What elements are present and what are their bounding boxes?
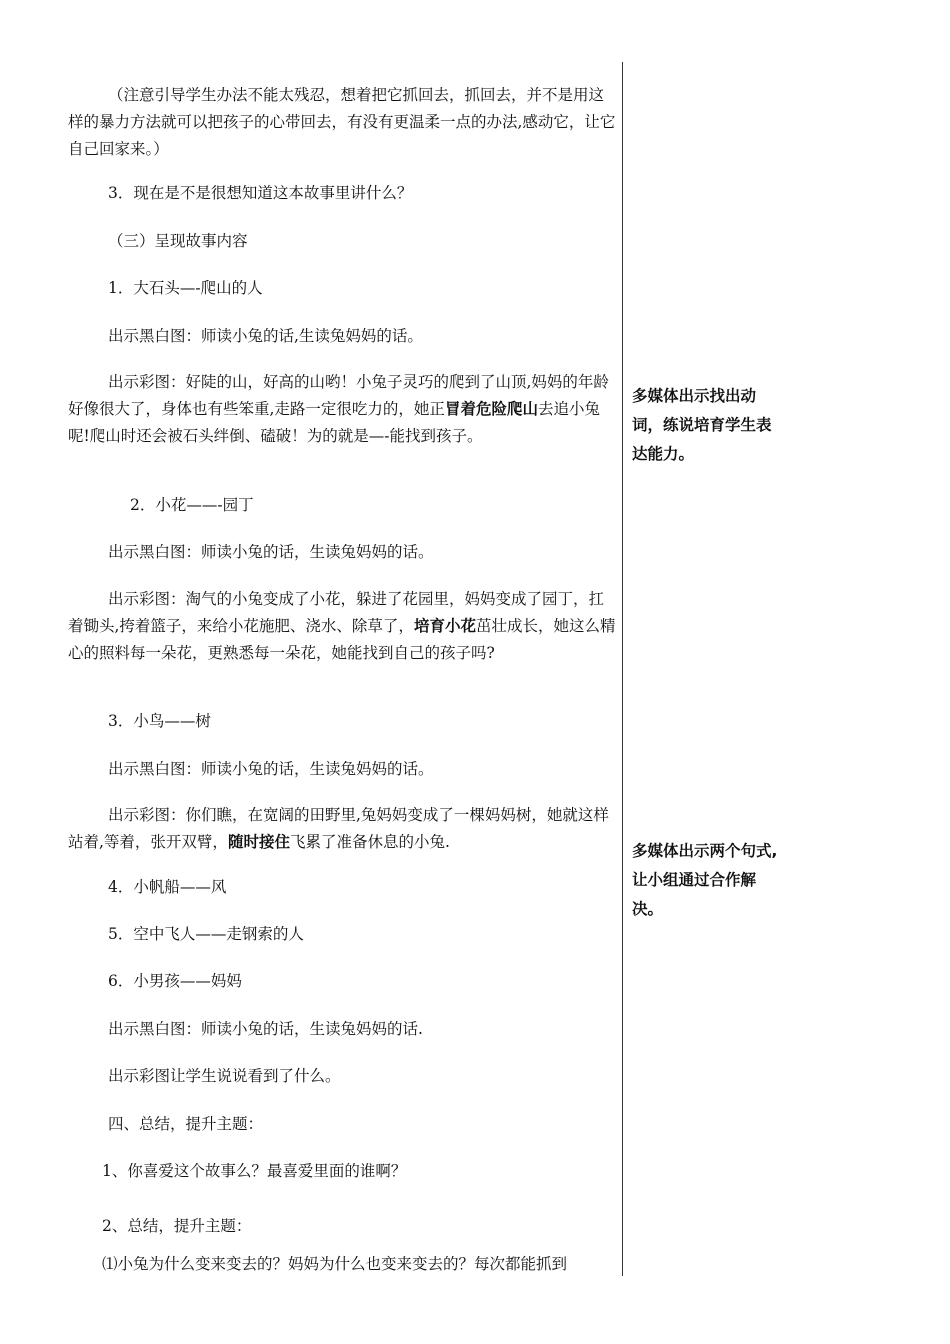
item-6-heading: 6．小男孩——妈妈	[108, 972, 242, 990]
summary-subquestion-1: ⑴小兔为什么变来变去的？妈妈为什么也变来变去的？每次都能抓到	[102, 1255, 568, 1273]
text-run: 出示彩图：好陡的山，好高的山哟！小兔子灵巧的爬到了山顶,妈妈的年龄好像很大了，身体也有些笨重,走路一定很吃力的，她正	[68, 373, 609, 418]
paragraph-question-3: 3．现在是不是很想知道这本故事里讲什么？	[108, 184, 413, 202]
text-run: 出示彩图：淘气的小兔变成了小花，躲进了花园里，妈妈变成了园丁，扛着锄头,挎着篮子，来给小花施肥、浇水、除草了，	[68, 590, 605, 635]
column-divider	[622, 62, 623, 1276]
bold-keyword: 培育小花	[413, 617, 476, 635]
side-note-multimedia-sentences: 多媒体出示两个句式,让小组通过合作解决。	[632, 842, 778, 918]
bold-keyword: 冒着危险爬山	[444, 400, 538, 418]
item-6-bw-image: 出示黑白图：师读小兔的话，生读兔妈妈的话.	[108, 1020, 423, 1038]
item-6-color-image: 出示彩图让学生说说看到了什么。	[108, 1067, 341, 1085]
paragraph-note	[68, 82, 616, 163]
text-run: 去追小兔呢!爬山时还会被石头绊倒、磕破！为的就是—-能找到孩子。	[68, 400, 600, 445]
section-heading-3: （三）呈现故事内容	[108, 232, 248, 250]
item-3-heading: 3．小鸟——树	[108, 712, 211, 730]
side-note-multimedia-verbs: 多媒体出示找出动词，练说培育学生表达能力。	[632, 387, 772, 463]
item-2-bw-image: 出示黑白图：师读小兔的话，生读兔妈妈的话。	[108, 543, 434, 561]
text-run: 飞累了准备休息的小兔.	[289, 833, 450, 851]
item-4-heading: 4．小帆船——风	[108, 878, 227, 896]
summary-question-1: 1、你喜爱这个故事么？最喜爱里面的谁啊？	[102, 1162, 407, 1180]
summary-question-2: 2、总结，提升主题：	[102, 1217, 252, 1235]
note-text: （注意引导学生办法不能太残忍，想着把它抓回去，抓回去，并不是用这样的暴力方法就可以把孩子的心带回去，有没有更温柔一点的办法,感动它，让它自己回家来。）	[68, 86, 616, 158]
item-1-color-image	[68, 369, 616, 450]
item-2-heading: 2．小花——-园丁	[130, 496, 254, 514]
bold-keyword: 随时接住	[227, 833, 290, 851]
section-heading-4: 四、总结，提升主题：	[108, 1115, 264, 1133]
item-3-bw-image: 出示黑白图：师读小兔的话，生读兔妈妈的话。	[108, 760, 434, 778]
item-2-color-image	[68, 586, 616, 667]
item-1-heading: 1．大石头—-爬山的人	[108, 279, 263, 297]
item-1-bw-image: 出示黑白图：师读小兔的话,生读兔妈妈的话。	[108, 327, 423, 345]
text-run: 茁壮成长，她这么精心的照料每一朵花，更熟悉每一朵花，她能找到自己的孩子吗?	[68, 617, 616, 662]
item-5-heading: 5．空中飞人——走钢索的人	[108, 925, 304, 943]
text-run: 出示彩图：你们瞧，在宽阔的田野里,兔妈妈变成了一棵妈妈树，她就这样站着,等着，张开双臂，	[68, 806, 609, 851]
item-3-color-image	[68, 802, 616, 856]
